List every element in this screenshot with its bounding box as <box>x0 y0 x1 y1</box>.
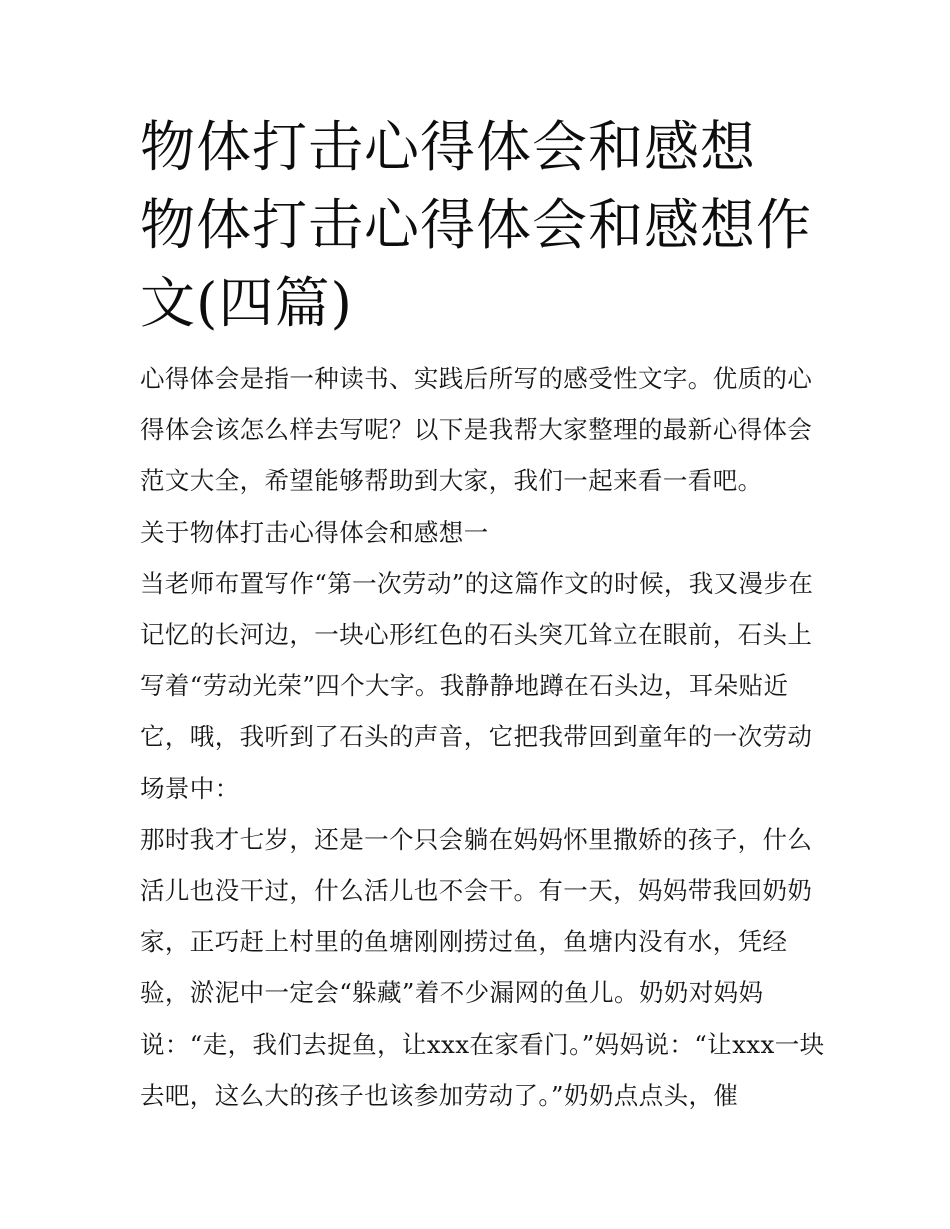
intro-paragraph: 心得体会是指一种读书、实践后所写的感受性文字。优质的心得体会该怎么样去写呢？以下是我帮大家整理的最新心得体会范文大全，希望能够帮助到大家，我们一起来看一看吧。 <box>140 364 813 496</box>
document-title: 物体打击心得体会和感想 物体打击心得体会和感想作文(四篇) <box>140 115 813 335</box>
section-heading: 关于物体打击心得体会和感想一 <box>140 517 489 547</box>
document-body <box>140 353 830 1121</box>
body-paragraph: 当老师布置写作“第一次劳动”的这篇作文的时候，我又漫步在记忆的长河边，一块心形红色的石头突兀耸立在眼前，石头上写着“劳动光荣”四个大字。我静静地蹲在石头边，耳朵贴近它，哦，我听到了石头的声音，它把我带回到童年的一次劳动场景中： <box>140 568 814 803</box>
body-paragraph: 那时我才七岁，还是一个只会躺在妈妈怀里撒娇的孩子，什么活儿也没干过，什么活儿也不会干。有一天，妈妈带我回奶奶家，正巧赶上村里的鱼塘刚刚捞过鱼，鱼塘内没有水，凭经验，淤泥中一定会“躲藏”着不少漏网的鱼儿。奶奶对妈妈说：“走，我们去捉鱼，让xxx在家看门。”妈妈说：“让xxx一块去吧，这么大的孩子也该参加劳动了。”奶奶点点头，催 <box>140 824 825 1110</box>
